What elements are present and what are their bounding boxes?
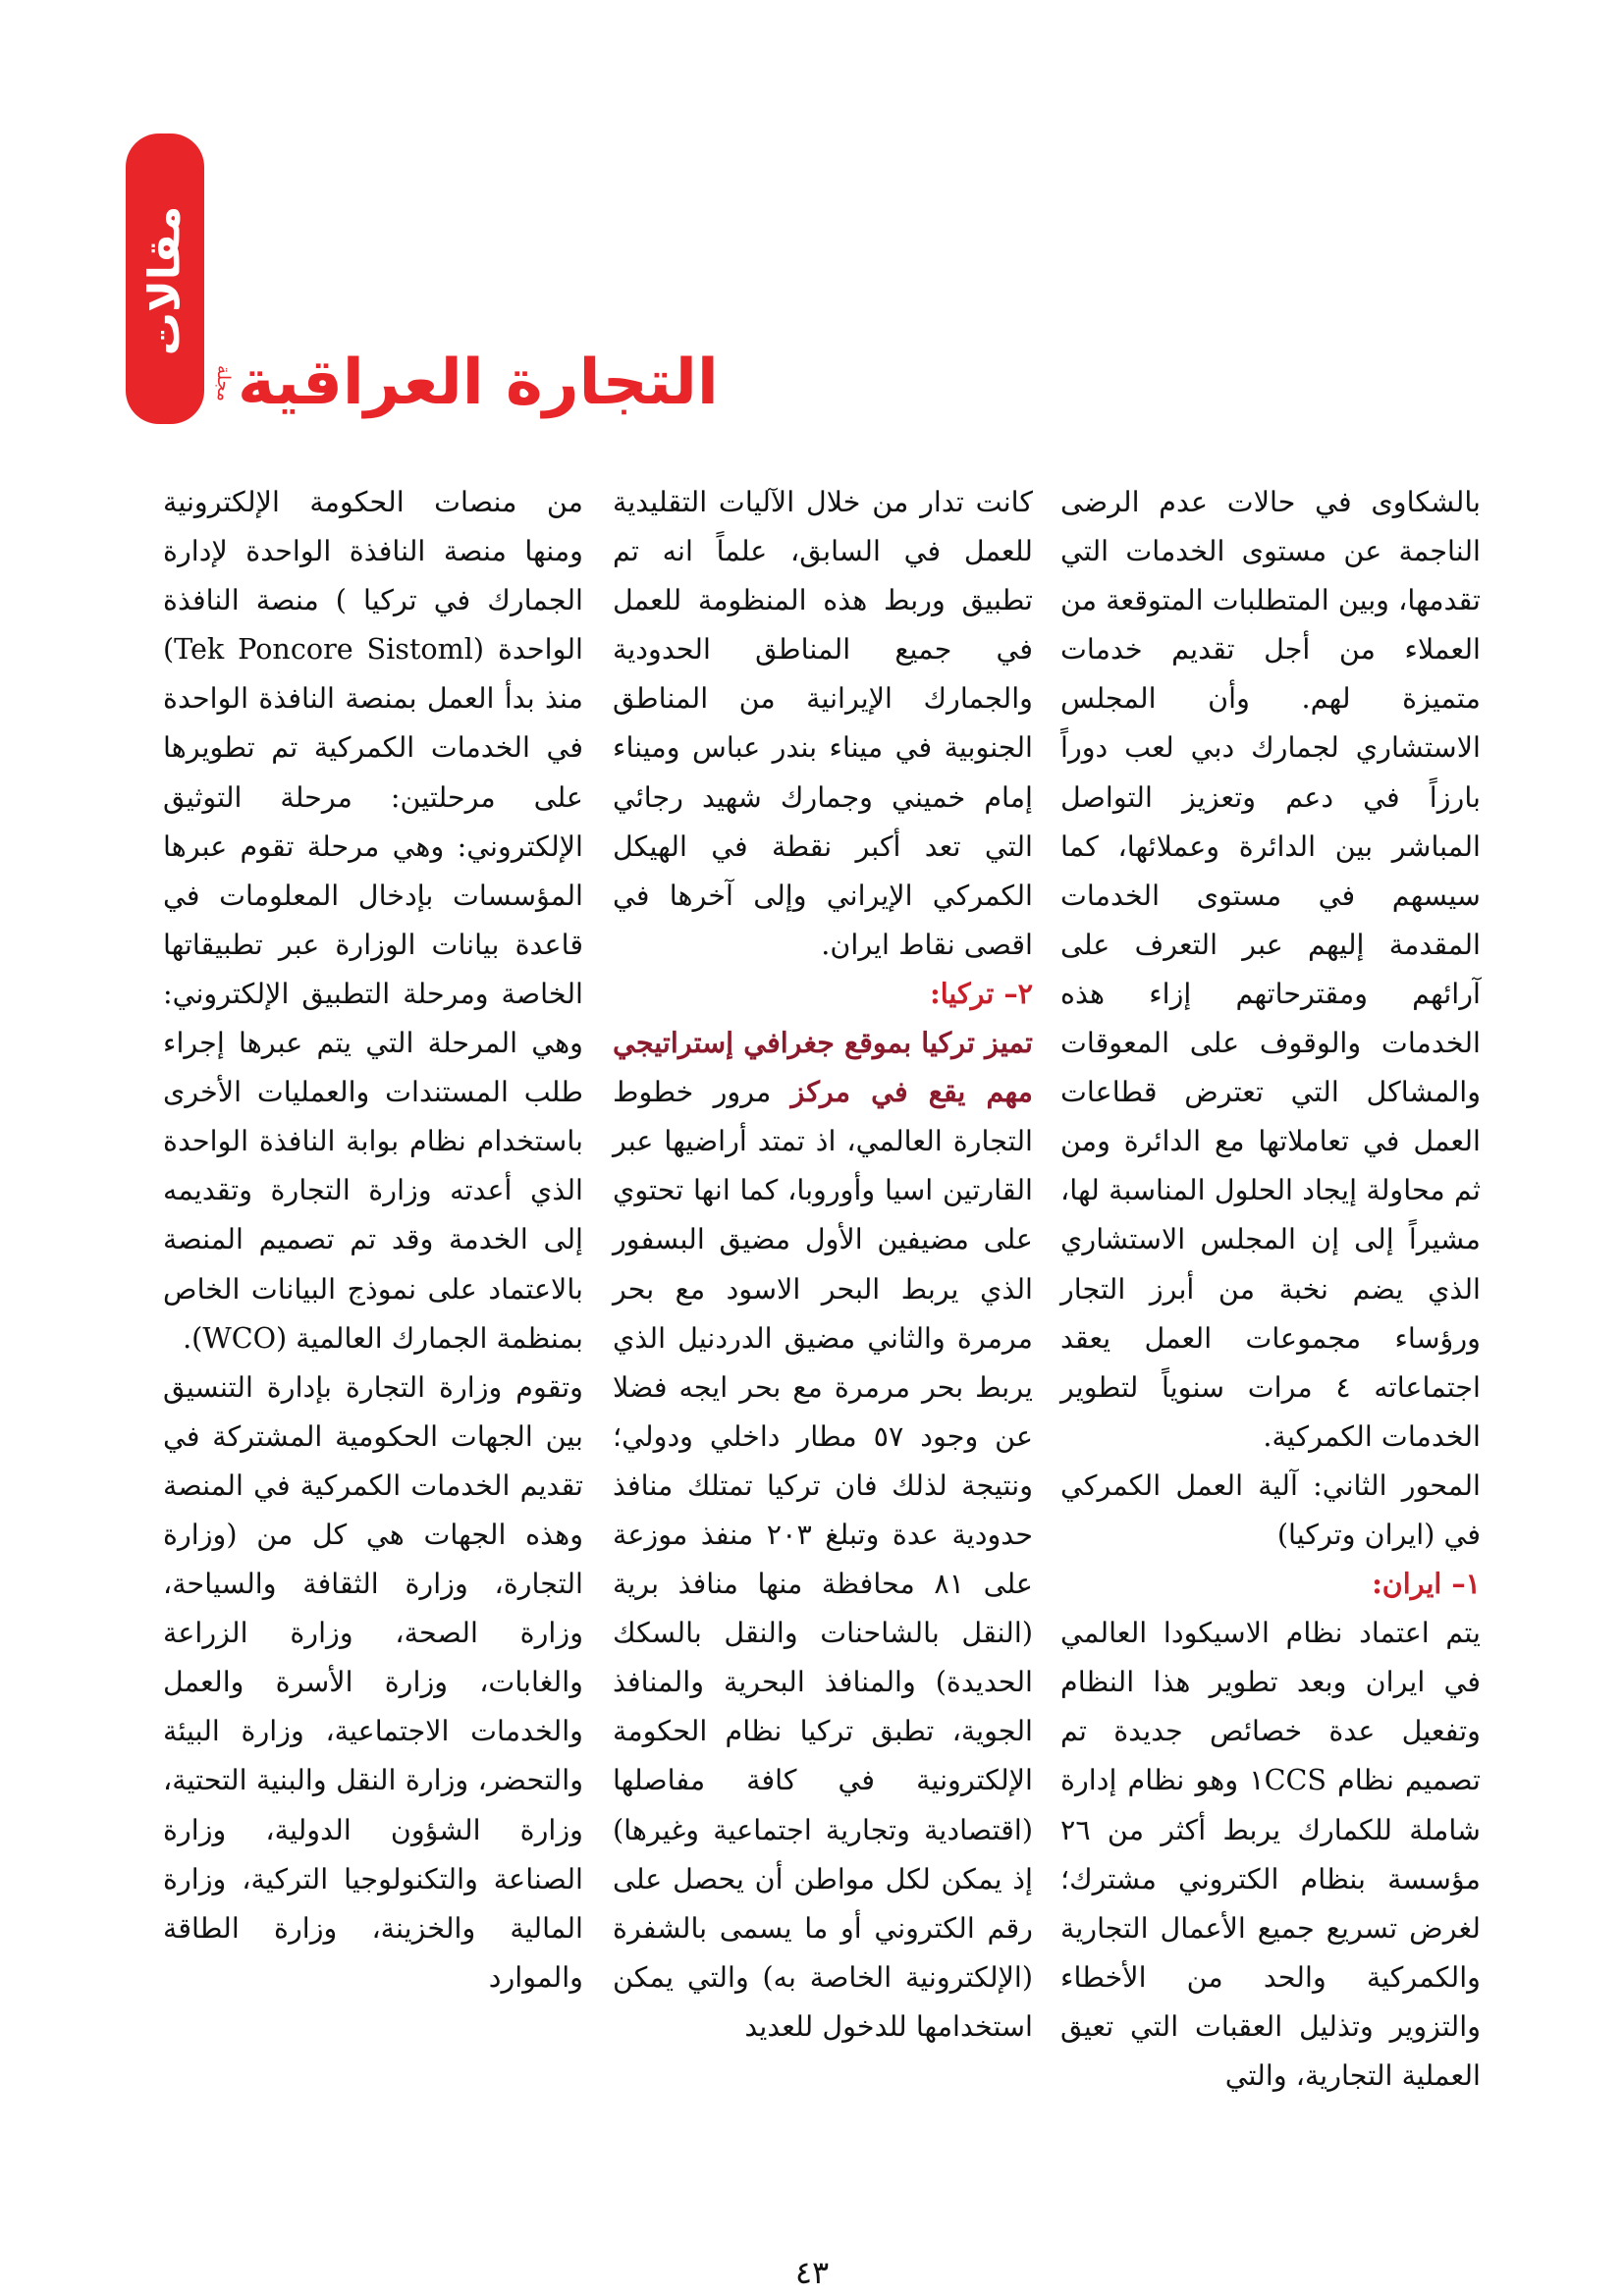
paragraph: كانت تدار من خلال الآليات التقليدية للعمل في السابق، علماً انه تم تطبيق وربط هذه المنظومة للعمل في جميع المناطق الحدودية والجمارك الإيرانية من المناطق الجنوبية في ميناء بندر عباس وميناء إمام خميني وجمارك شهيد رجائي التي تعد أكبر نقطة في الهيكل الكمركي الإيراني وإلى آخرها في اقصى نقاط ايران. — [613, 485, 1033, 961]
subheading-iran: ١– ايران: — [1372, 1567, 1481, 1601]
highlighted-text: تميز تركيا بموقع جغرافي إستراتيجي مهم يقع في مركز — [613, 1026, 1034, 1109]
paragraph: بالشكاوى في حالات عدم الرضى الناجمة عن مستوى الخدمات التي تقدمها، وبين المتطلبات المتوقعة من العملاء من أجل تقديم خدمات متميزة لهم. وأن المجلس الاستشاري لجمارك دبي لعب دوراً بارزاً في دعم وتعزيز التواصل المباشر بين الدائرة وعملائها، كما سيسهم في مستوى الخدمات المقدمة إليهم عبر التعرف على آرائهم ومقترحاتهم إزاء هذه الخدمات والوقوف على المعوقات والمشاكل التي تعترض قطاعات العمل في تعاملاتها مع الدائرة ومن ثم محاولة إيجاد الحلول المناسبة لها، مشيراً إلى إن المجلس الاستشاري الذي يضم نخبة من أبرز التجار ورؤساء مجموعات العمل يعقد اجتماعاته ٤ مرات سنوياً لتطوير الخدمات الكمركية. — [1060, 485, 1481, 1453]
paragraph-text: مرور خطوط التجارة العالمي، اذ تمتد أراضيها عبر القارتين اسيا وأوروبا، كما انها تحتوي على مضيفين الأول مضيق البسفور الذي يربط البحر الاسود مع بحر مرمرة والثاني مضيق الدردنيل الذي يربط بحر مرمرة مع بحر ايجه فضلا عن وجود ٥٧ مطار داخلي ودولي؛ ونتيجة لذلك فان تركيا تمتلك منافذ حدودية عدة وتبلغ ٢٠٣ منفذ موزعة على ٨١ محافظة منها منافذ برية (النقل بالشاحنات والنقل بالسكك الحديدة) والمنافذ البحرية والمنافذ الجوية، تطبق تركيا نظام الحكومة الإلكترونية في كافة مفاصلها (اقتصادية وتجارية اجتماعية وغيرها) إذ يمكن لكل مواطن أن يحصل على رقم الكتروني أو ما يسمى بالشفرة (الإلكترونية الخاصة به) والتي يمكن استخدامها للدخول للعديد — [613, 1075, 1034, 2043]
masthead-small-label: مجلة — [213, 364, 234, 401]
magazine-logo — [126, 133, 719, 428]
section-tab-label: مقالات — [139, 205, 190, 356]
paragraph — [613, 1018, 1033, 2051]
paragraph: من منصات الحكومة الإلكترونية ومنها منصة النافذة الواحدة لإدارة الجمارك في تركيا ) منصة النافذة الواحدة (Tek Poncore Sistoml) منذ بدأ العمل بمنصة النافذة الواحدة في الخدمات الكمركية تم تطويرها على مرحلتين: مرحلة التوثيق الإلكتروني: وهي مرحلة تقوم عبرها المؤسسات بإدخال المعلومات في قاعدة بيانات الوزارة عبر تطبيقاتها الخاصة ومرحلة التطبيق الإلكتروني: وهي المرحلة التي يتم عبرها إجراء طلب المستندات والعمليات الأخرى باستخدام نظام بوابة النافذة الواحدة الذي أعدته وزارة التجارة وتقديمه إلى الخدمة وقد تم تصميم المنصة بالاعتماد على نموذج البيانات الخاص بمنظمة الجمارك العالمية (WCO). — [163, 485, 583, 1355]
article-column-left — [163, 477, 583, 2002]
paragraph: وتقوم وزارة التجارة بإدارة التنسيق بين الجهات الحكومية المشتركة في تقديم الخدمات الكمركية في المنصة وهذه الجهات هي كل من (وزارة التجارة، وزارة الثقافة والسياحة، وزارة الصحة، وزارة الزراعة والغابات، وزارة الأسرة والعمل والخدمات الاجتماعية، وزارة البيئة والتحضر، وزارة النقل والبنية التحتية، وزارة الشؤون الدولية، وزارة الصناعة والتكنولوجيا التركية، وزارة المالية والخزينة، وزارة الطاقة والموارد — [163, 1369, 583, 1994]
section-heading: المحور الثاني: آلية العمل الكمركي في (ايران وتركيا) — [1060, 1468, 1481, 1551]
masthead — [213, 342, 719, 424]
section-tab — [126, 133, 204, 424]
page-number: ٤٣ — [794, 2254, 830, 2291]
subheading-turkey: ٢– تركيا: — [930, 976, 1033, 1010]
paragraph: يتم اعتماد نظام الاسيكودا العالمي في ايران وبعد تطوير هذا النظام وتفعيل عدة خصائص جديدة تم تصميم نظام ١CCS وهو نظام إدارة شاملة للكمارك يربط أكثر من ٢٦ مؤسسة بنظام الكتروني مشترك؛ لغرض تسريع جميع الأعمال التجارية والكمركية والحد من الأخطاء والتزوير وتذليل العقبات التي تعيق العملية التجارية، والتي — [1060, 1616, 1482, 2092]
article-column-right — [1060, 477, 1481, 2100]
masthead-title: التجارة العراقية — [238, 347, 719, 419]
article-column-middle — [613, 477, 1033, 2051]
